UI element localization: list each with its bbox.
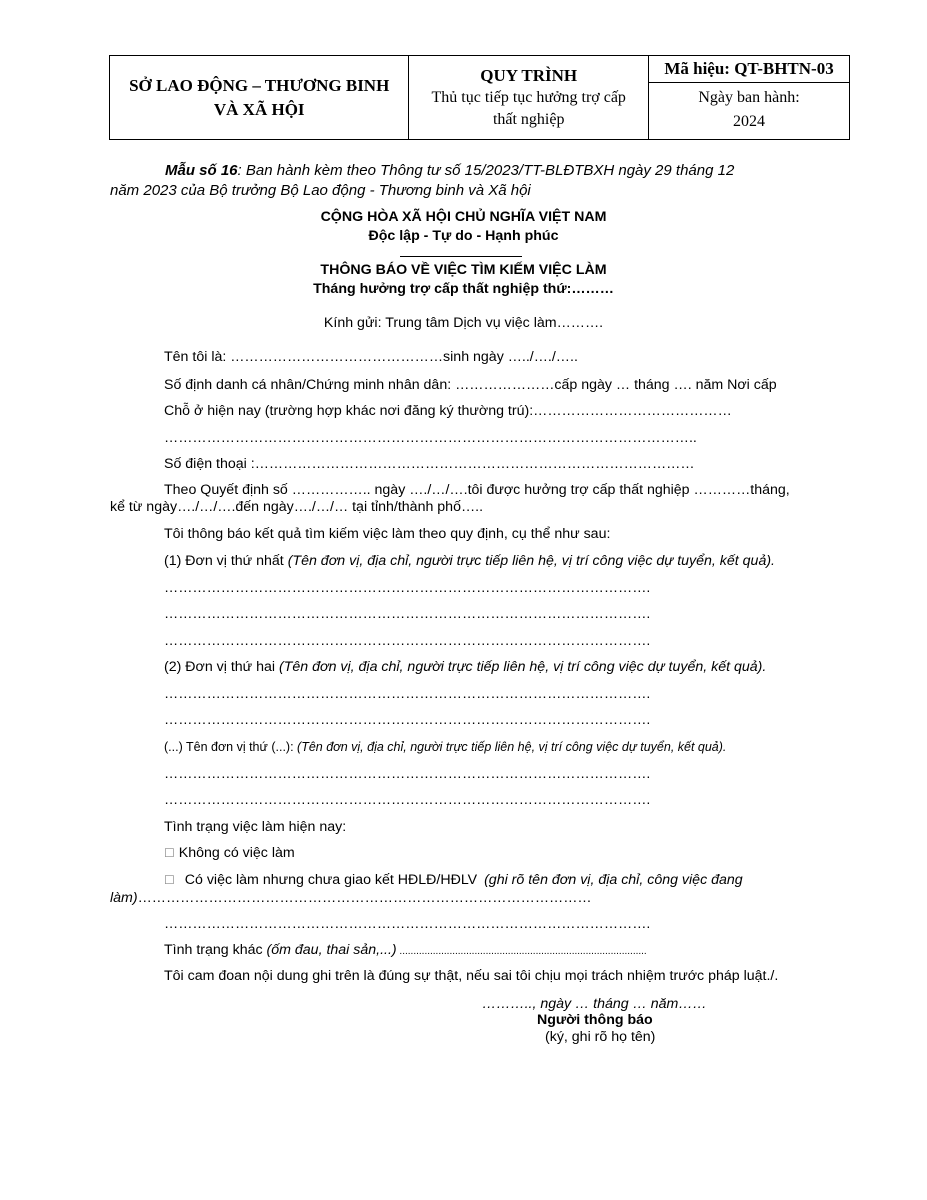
unit2-dots-1: …………………………………………………………………………………………. bbox=[164, 686, 651, 702]
decision-line1: Theo Quyết định số …………….. ngày …./…/….tôi được hưởng trợ cấp thất nghiệp …………tháng, bbox=[164, 482, 790, 498]
unit1-dots-1: …………………………………………………………………………………………. bbox=[164, 580, 651, 596]
signature-date: ……….., ngày … tháng … năm…… bbox=[482, 996, 707, 1012]
checkbox-icon[interactable]: ☐ bbox=[164, 873, 175, 887]
residence-cont-field: ………………………………………………………………………………………………….. bbox=[164, 430, 697, 446]
unit3-dots-1: …………………………………………………………………………………………. bbox=[164, 766, 651, 782]
national-title: CỘNG HÒA XÃ HỘI CHỦ NGHĨA VIỆT NAM bbox=[320, 209, 607, 225]
procedure-cell bbox=[409, 56, 649, 140]
checkbox-icon[interactable]: ☐ bbox=[164, 846, 175, 860]
doc-type: QUY TRÌNH bbox=[480, 65, 578, 85]
unit3-dots-2: …………………………………………………………………………………………. bbox=[164, 792, 651, 808]
residence-field: Chỗ ở hiện nay (trường hợp khác nơi đăng ký thường trú):…………………………………… bbox=[164, 403, 732, 419]
unit1-heading bbox=[164, 553, 775, 569]
issue-label: Ngày ban hành: bbox=[698, 89, 800, 106]
status-heading: Tình trạng việc làm hiện nay: bbox=[164, 819, 347, 835]
code-cell bbox=[649, 56, 850, 140]
signature-title: Người thông báo bbox=[537, 1012, 653, 1028]
header-table bbox=[109, 55, 850, 140]
status-option-2-cont bbox=[110, 890, 592, 906]
unit2-label: (2) Đơn vị thứ hai bbox=[164, 659, 279, 675]
issue-year: 2024 bbox=[733, 113, 766, 130]
doc-code: Mã hiệu: QT-BHTN-03 bbox=[649, 56, 849, 83]
procedure-line1: Thủ tục tiếp tục hưởng trợ cấp bbox=[431, 88, 626, 106]
form-note-line2: năm 2023 của Bộ trưởng Bộ Lao động - Thương binh và Xã hội bbox=[110, 182, 531, 199]
other-status-hint: (ốm đau, thai sản,...) bbox=[266, 942, 397, 958]
addressee: Kính gửi: Trung tâm Dịch vụ việc làm………. bbox=[323, 315, 604, 331]
document-subtitle: Tháng hưởng trợ cấp thất nghiệp thứ:……… bbox=[313, 281, 614, 297]
unit2-heading bbox=[164, 659, 766, 675]
decision-line2: kể từ ngày…./…/….đến ngày…./…/… tại tỉnh/thành phố….. bbox=[110, 499, 484, 515]
commitment: Tôi cam đoan nội dung ghi trên là đúng sự thật, nếu sai tôi chịu mọi trách nhiệm trước pháp luật./. bbox=[164, 968, 779, 984]
motto-underline bbox=[400, 256, 522, 257]
unit1-label: (1) Đơn vị thứ nhất bbox=[164, 553, 288, 569]
status-option-2[interactable] bbox=[164, 872, 818, 888]
form-note-rest: : Ban hành kèm theo Thông tư số 15/2023/TT-BLĐTBXH ngày 29 tháng 12 bbox=[237, 162, 735, 179]
signature-note: (ký, ghi rõ họ tên) bbox=[545, 1029, 656, 1045]
document-title: THÔNG BÁO VỀ VIỆC TÌM KIẾM VIỆC LÀM bbox=[320, 262, 607, 278]
status-option-2-hint: (ghi rõ tên đơn vị, địa chỉ, công việc đang bbox=[484, 872, 743, 888]
procedure-line2: thất nghiệp bbox=[492, 110, 565, 128]
unit1-hint: (Tên đơn vị, địa chỉ, người trực tiếp liên hệ, vị trí công việc dự tuyển, kết quả). bbox=[287, 553, 776, 569]
other-status-label: Tình trạng khác bbox=[164, 942, 267, 958]
status-option-2-dots-2: …………………………………………………………………………………………. bbox=[164, 916, 651, 932]
unit3-hint: (Tên đơn vị, địa chỉ, người trực tiếp liên hệ, vị trí công việc dự tuyển, kết quả). bbox=[297, 740, 727, 754]
agency-cell bbox=[110, 56, 409, 140]
form-number: Mẫu số 16 bbox=[165, 162, 238, 179]
phone-field: Số điện thoại :………………………………………………………………………………… bbox=[164, 456, 695, 472]
report-intro: Tôi thông báo kết quả tìm kiếm việc làm theo quy định, cụ thể như sau: bbox=[164, 526, 611, 542]
status-option-2-cont-label: làm) bbox=[110, 890, 138, 906]
unit1-dots-3: …………………………………………………………………………………………. bbox=[164, 633, 651, 649]
unit2-hint: (Tên đơn vị, địa chỉ, người trực tiếp liên hệ, vị trí công việc dự tuyển, kết quả). bbox=[279, 659, 767, 675]
unit2-dots-2: …………………………………………………………………………………………. bbox=[164, 712, 651, 728]
other-status-dots: ......................................................................................... bbox=[396, 946, 647, 957]
status-option-2-dots: …………………………………………………………………………………… bbox=[137, 890, 592, 906]
status-option-1-label: Không có việc làm bbox=[178, 845, 295, 861]
form-note-line1 bbox=[165, 162, 734, 179]
status-option-2-label: Có việc làm nhưng chưa giao kết HĐLĐ/HĐLV bbox=[184, 872, 482, 888]
status-option-1[interactable] bbox=[164, 845, 295, 861]
issue-date-block bbox=[649, 83, 849, 139]
unit1-dots-2: …………………………………………………………………………………………. bbox=[164, 606, 651, 622]
other-status bbox=[164, 942, 647, 958]
unit3-heading bbox=[164, 740, 726, 754]
national-motto: Độc lập - Tự do - Hạnh phúc bbox=[368, 228, 559, 244]
agency-line1: SỞ LAO ĐỘNG – THƯƠNG BINH bbox=[129, 75, 390, 95]
agency-line2: VÀ XÃ HỘI bbox=[213, 99, 305, 119]
name-field: Tên tôi là: ………………………………………sinh ngày …../…./….. bbox=[164, 349, 578, 365]
id-field: Số định danh cá nhân/Chứng minh nhân dân: …………………cấp ngày … tháng …. năm Nơi cấp bbox=[164, 377, 777, 393]
unit3-label: (...) Tên đơn vị thứ (...): bbox=[164, 740, 298, 754]
